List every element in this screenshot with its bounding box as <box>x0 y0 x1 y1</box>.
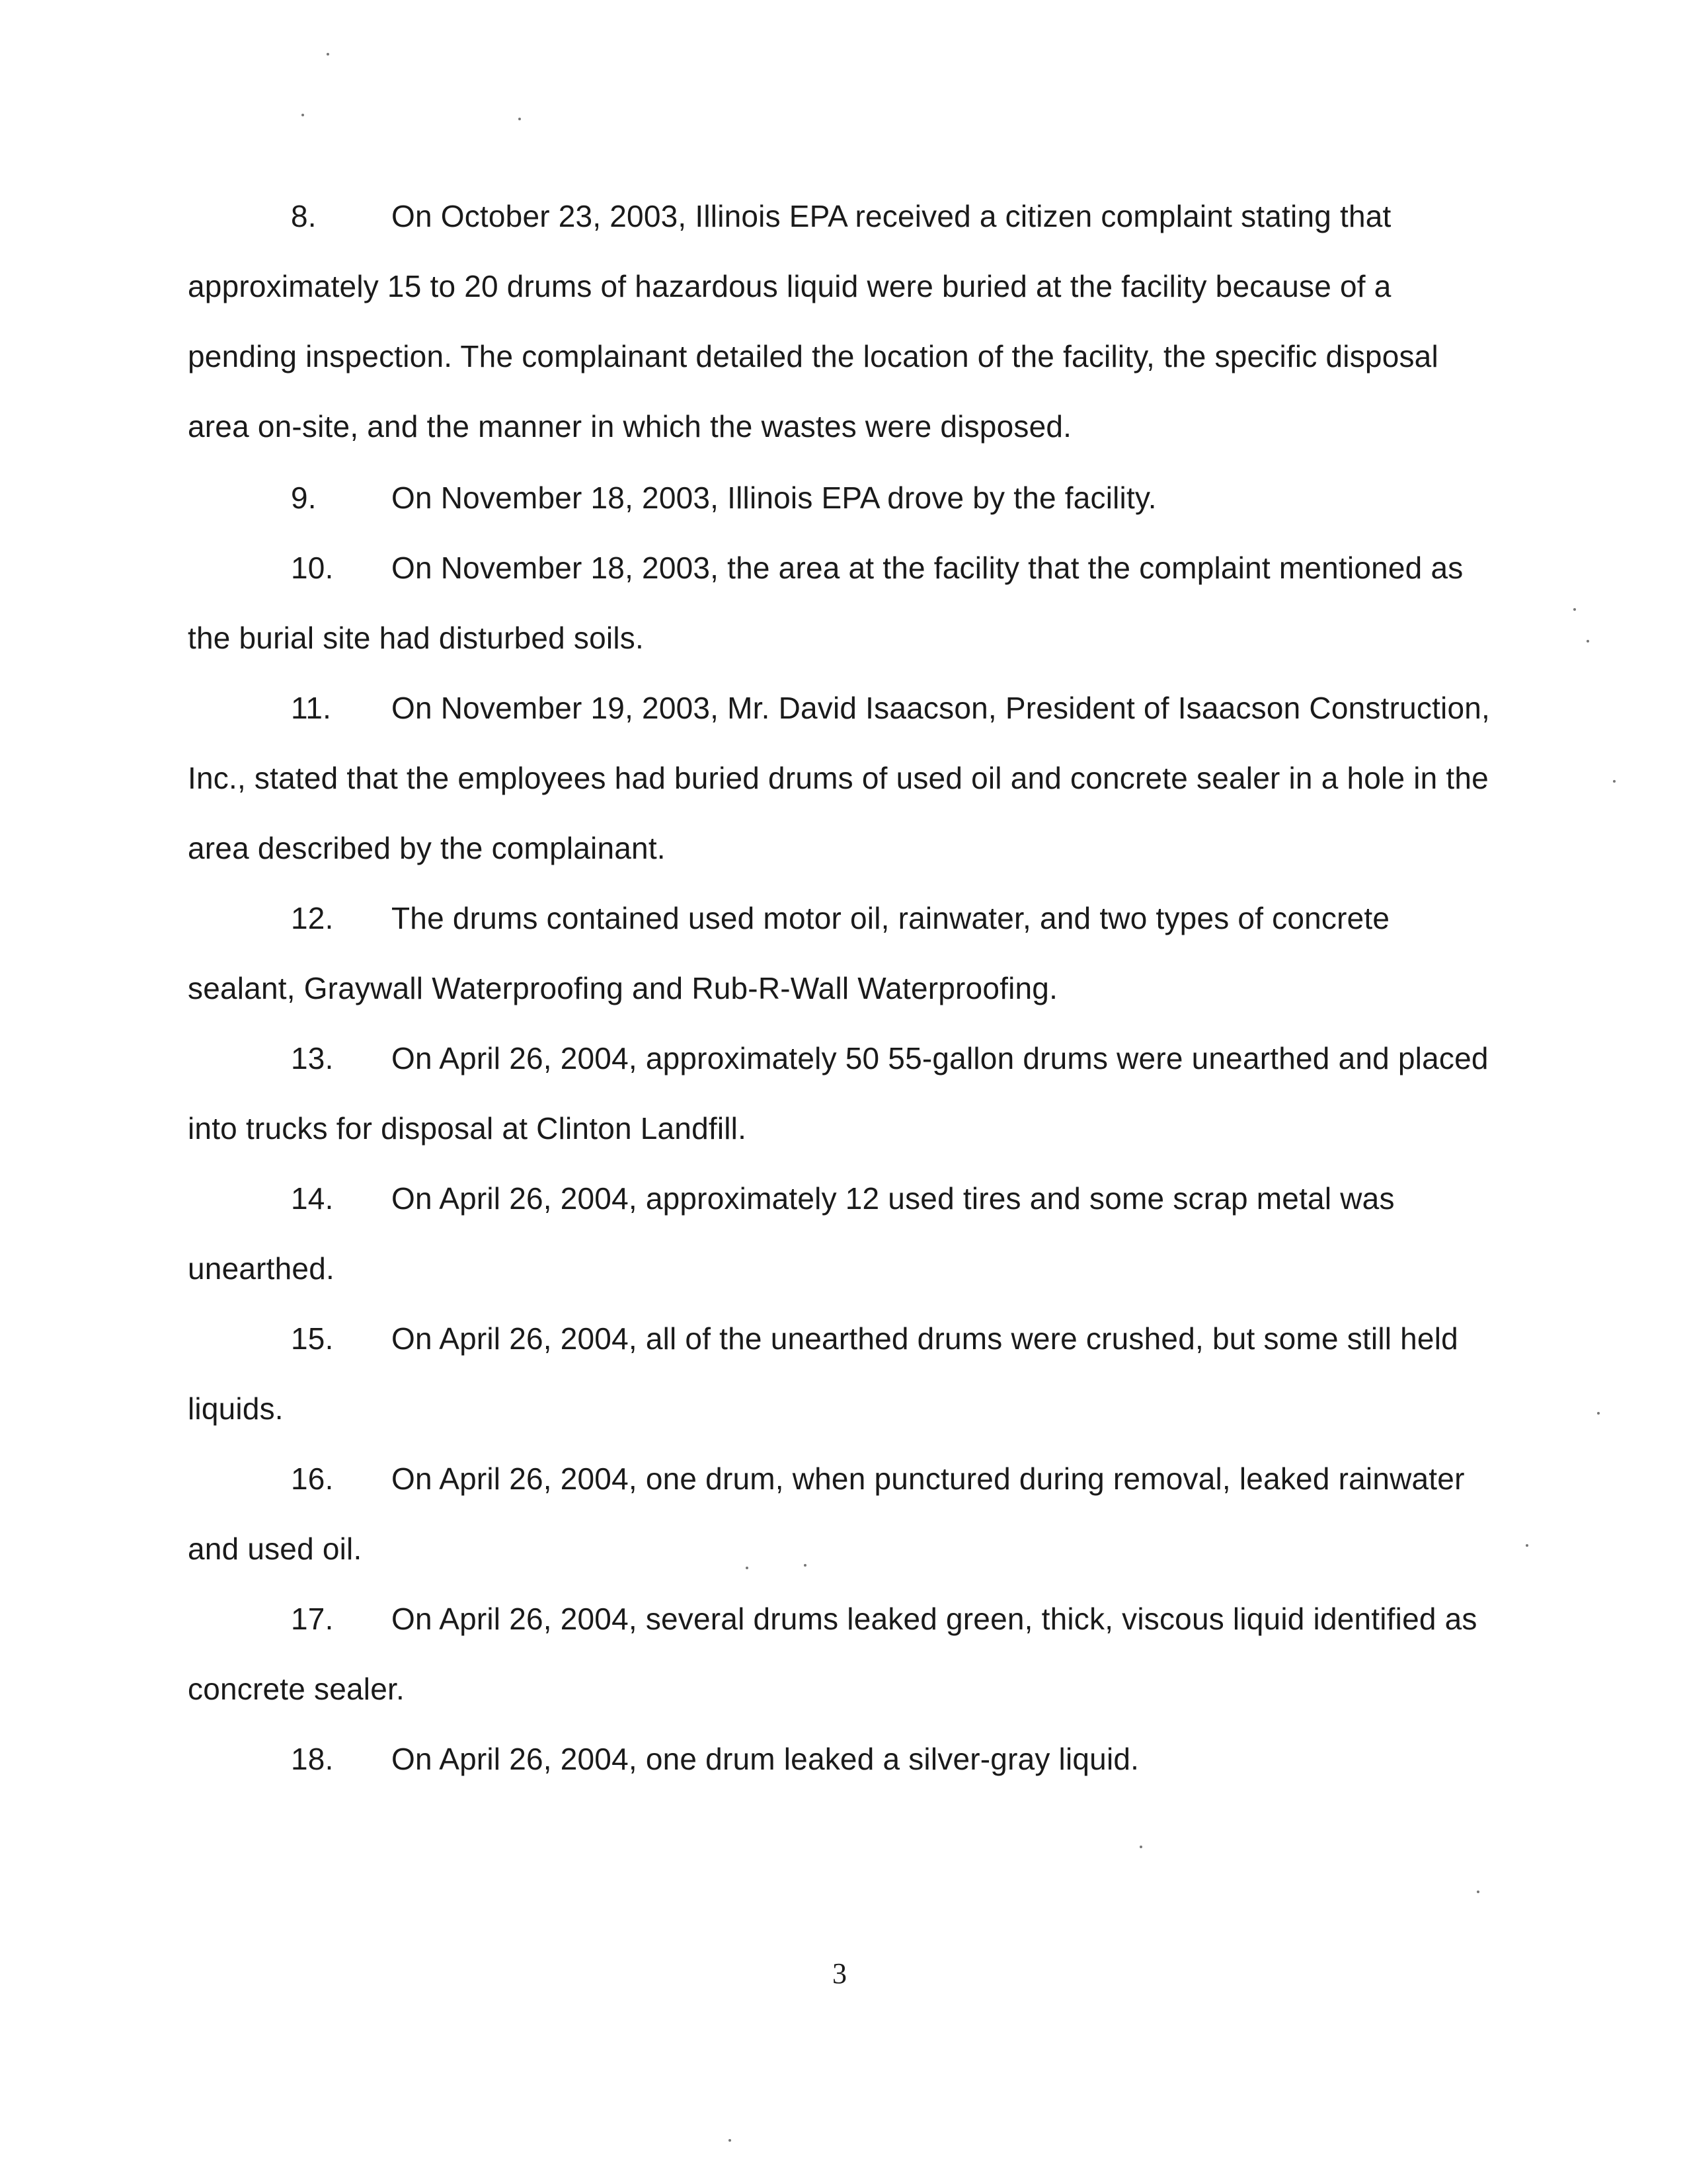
paragraph-text: On November 18, 2003, Illinois EPA drove by the facility. <box>391 481 1157 515</box>
paragraph-text: On April 26, 2004, one drum leaked a silver-gray liquid. <box>391 1742 1140 1776</box>
paragraph-13 <box>188 1023 1503 1163</box>
scan-speck <box>1587 640 1589 643</box>
paragraph-16 <box>188 1444 1503 1584</box>
paragraph-10 <box>188 533 1503 673</box>
scan-speck <box>746 1567 748 1569</box>
scan-speck <box>1140 1846 1142 1848</box>
paragraph-number: 15. <box>291 1321 334 1356</box>
paragraph-text: On April 26, 2004, approximately 50 55-gallon drums were unearthed and placed into trucks for disposal at Clinton Landfill. <box>188 1041 1489 1146</box>
scan-speck <box>728 2139 731 2142</box>
scan-speck <box>1477 1891 1479 1893</box>
paragraph-number: 10. <box>291 551 334 585</box>
paragraph-11 <box>188 673 1503 883</box>
paragraph-text: On November 19, 2003, Mr. David Isaacson, President of Isaacson Construction, Inc., stated that the employees had buried drums of used oil and concrete sealer in a hole in the area described by the complainant. <box>188 691 1491 865</box>
scan-speck <box>1597 1412 1600 1415</box>
paragraph-number: 17. <box>291 1602 334 1636</box>
scan-speck <box>1526 1544 1528 1547</box>
paragraph-number: 11. <box>291 691 332 725</box>
paragraph-text: On April 26, 2004, several drums leaked green, thick, viscous liquid identified as concrete sealer. <box>188 1602 1477 1706</box>
scan-speck <box>301 114 304 116</box>
paragraph-number: 8. <box>291 199 317 233</box>
paragraph-text: On April 26, 2004, approximately 12 used tires and some scrap metal was unearthed. <box>188 1181 1395 1286</box>
paragraph-number: 16. <box>291 1462 334 1496</box>
scan-speck <box>1573 608 1576 611</box>
scan-speck <box>518 118 521 120</box>
paragraph-17 <box>188 1584 1503 1724</box>
paragraph-number: 13. <box>291 1041 334 1075</box>
paragraph-text: On April 26, 2004, all of the unearthed drums were crushed, but some still held liquids. <box>188 1321 1458 1426</box>
paragraph-text: On October 23, 2003, Illinois EPA received a citizen complaint stating that approximately 15 to 20 drums of hazardous liquid were buried at the facility because of a pending inspection. The complainant detailed the location of the facility, the specific disposal area on-site, and the manner in which the wastes were disposed. <box>188 199 1438 444</box>
scan-speck <box>804 1564 806 1567</box>
paragraph-number: 12. <box>291 901 334 935</box>
paragraph-12 <box>188 883 1503 1023</box>
paragraph-8 <box>188 181 1503 461</box>
paragraph-text: The drums contained used motor oil, rainwater, and two types of concrete sealant, Graywall Waterproofing and Rub-R-Wall Waterproofing. <box>188 901 1390 1005</box>
paragraph-number: 9. <box>291 481 317 515</box>
paragraph-text: On November 18, 2003, the area at the facility that the complaint mentioned as the burial site had disturbed soils. <box>188 551 1464 655</box>
paragraph-number: 14. <box>291 1181 334 1216</box>
page-number: 3 <box>832 1957 847 1990</box>
paragraph-14 <box>188 1163 1503 1304</box>
paragraph-15 <box>188 1304 1503 1444</box>
paragraph-18 <box>188 1724 1503 1794</box>
scan-speck <box>327 53 329 56</box>
paragraph-9 <box>188 463 1503 533</box>
paragraph-text: On April 26, 2004, one drum, when punctured during removal, leaked rainwater and used oil. <box>188 1462 1465 1566</box>
paragraph-number: 18. <box>291 1742 334 1776</box>
scan-speck <box>1613 780 1616 783</box>
